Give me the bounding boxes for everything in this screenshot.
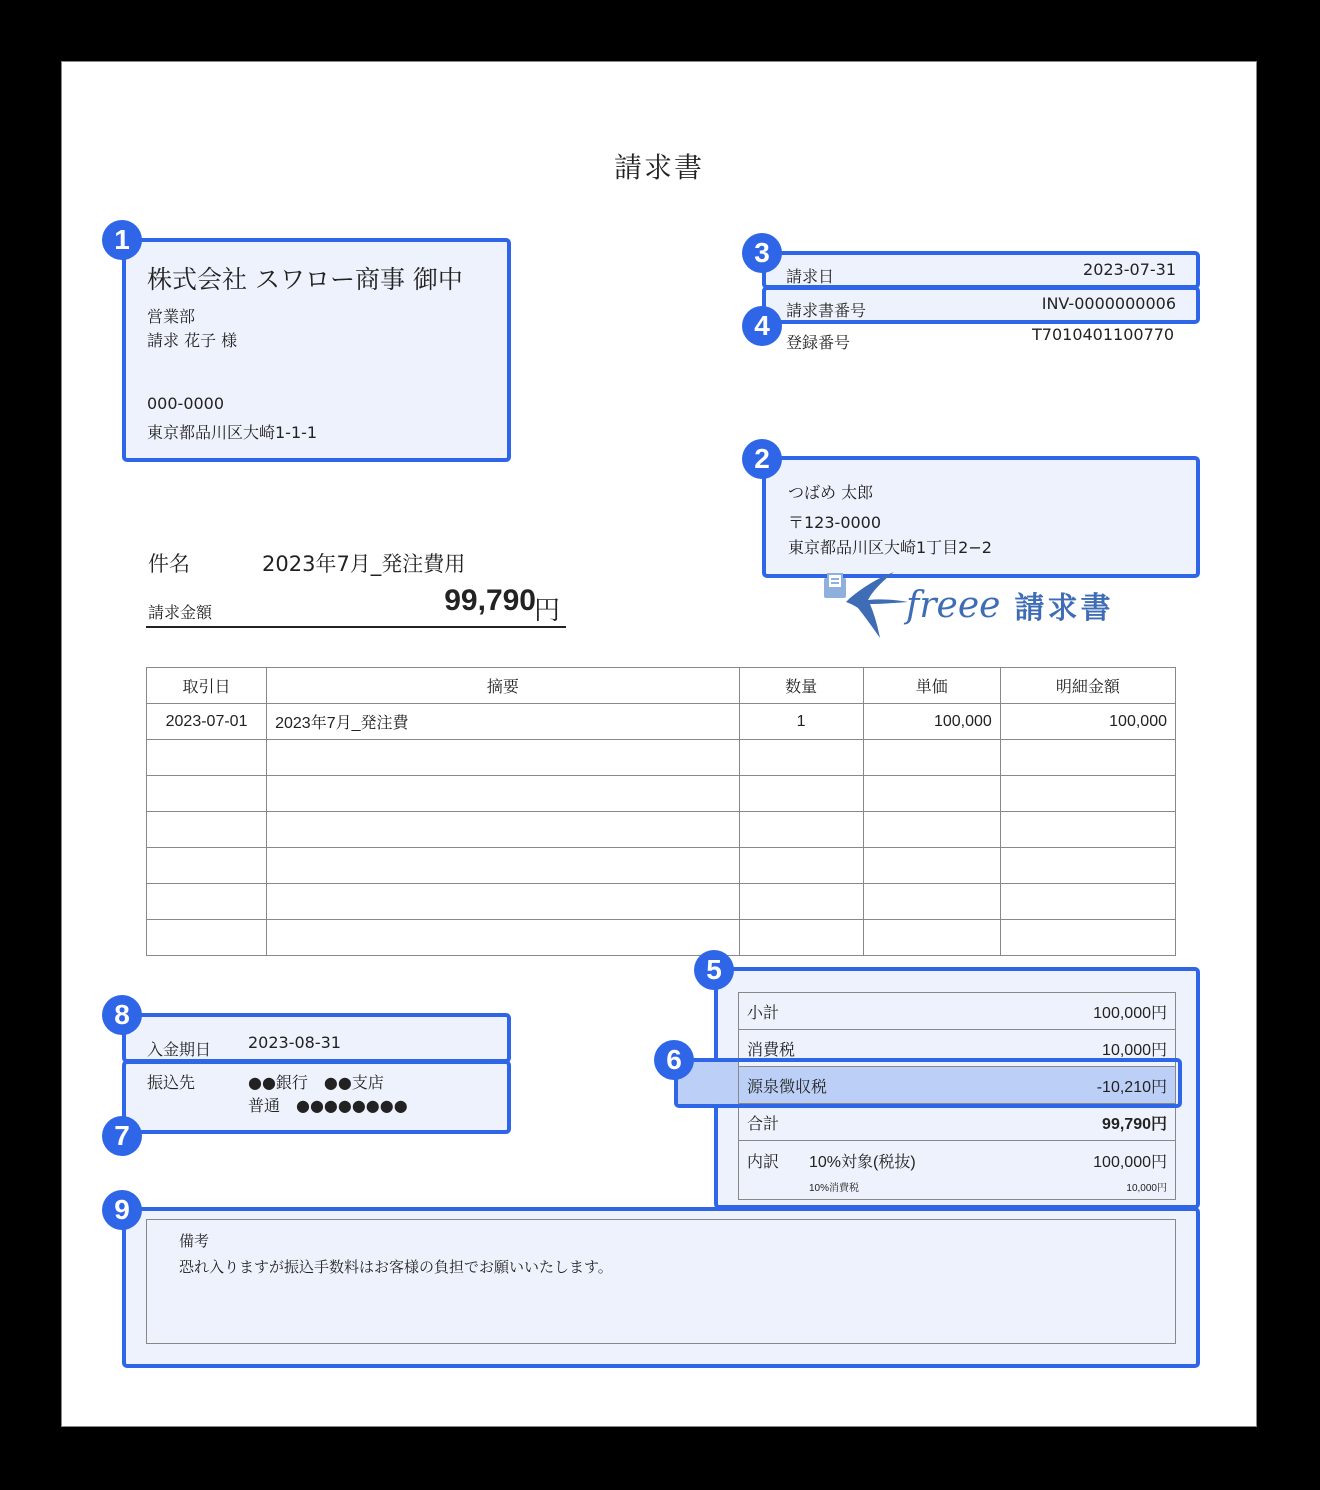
cell-unit-price — [863, 848, 1000, 884]
annotation-badge-6: 6 — [654, 1040, 694, 1080]
freee-logo — [822, 570, 1113, 640]
cell-quantity — [739, 848, 863, 884]
cell-line-amount — [1000, 884, 1175, 920]
total-label: 合計 — [747, 1115, 780, 1133]
amount-label: 請求金額 — [148, 603, 213, 622]
cell-description — [267, 740, 739, 776]
cell-description — [267, 884, 739, 920]
header-unit-price: 単価 — [863, 668, 1000, 704]
document-title: 請求書 — [613, 151, 704, 184]
cell-date — [147, 884, 267, 920]
breakdown-tax-label: 10%消費税 — [809, 1183, 860, 1194]
withholding-highlight — [674, 1058, 1182, 1108]
header-quantity: 数量 — [739, 668, 863, 704]
table-header-row — [147, 668, 1176, 704]
issuer-postal: 〒123-0000 — [788, 513, 882, 532]
subtotal-label: 小計 — [747, 1004, 780, 1022]
annotation-badge-1: 1 — [102, 220, 142, 260]
cell-date — [147, 740, 267, 776]
logo-brand: freee — [906, 584, 1001, 626]
amount-value: 99,790 — [444, 584, 536, 617]
cell-line-amount: 100,000 — [1000, 704, 1175, 740]
bank-account: 普通 ●●●●●●●● — [248, 1096, 408, 1115]
cell-unit-price — [863, 812, 1000, 848]
due-date-block — [122, 1013, 511, 1063]
line-items-table — [146, 667, 1176, 956]
invoice-number-value: INV-0000000006 — [1041, 294, 1176, 313]
recipient-company: 株式会社 スワロー商事 御中 — [147, 265, 463, 294]
invoice-date-value: 2023-07-31 — [1083, 260, 1176, 279]
table-row — [147, 776, 1176, 812]
due-date-label: 入金期日 — [147, 1040, 212, 1059]
cell-description — [267, 776, 739, 812]
invoice-date-label: 請求日 — [786, 267, 835, 286]
table-row — [147, 884, 1176, 920]
breakdown-amount: 100,000円 — [1093, 1154, 1167, 1171]
cell-unit-price — [863, 884, 1000, 920]
amount-row — [146, 582, 566, 628]
cell-date — [147, 848, 267, 884]
recipient-postal: 000-0000 — [147, 394, 225, 413]
cell-quantity — [739, 812, 863, 848]
recipient-address: 東京都品川区大崎1-1-1 — [147, 423, 318, 442]
invoice-number-label: 請求書番号 — [786, 301, 867, 320]
cell-date: 2023-07-01 — [147, 704, 267, 740]
cell-description — [267, 848, 739, 884]
bank-label: 振込先 — [147, 1073, 196, 1092]
cell-quantity — [739, 740, 863, 776]
subtotal-value: 100,000円 — [1093, 1004, 1167, 1022]
cell-date — [147, 776, 267, 812]
cell-description — [267, 920, 739, 956]
annotation-badge-4: 4 — [742, 306, 782, 346]
cell-date — [147, 920, 267, 956]
cell-quantity: 1 — [739, 704, 863, 740]
cell-unit-price: 100,000 — [863, 704, 1000, 740]
subtotal-row — [739, 993, 1175, 1030]
recipient-block — [122, 238, 511, 462]
notes-box — [146, 1219, 1176, 1344]
bank-name: ●●銀行 ●●支店 — [248, 1073, 384, 1092]
breakdown-row — [739, 1141, 1175, 1199]
cell-quantity — [739, 920, 863, 956]
issuer-block — [762, 456, 1200, 578]
total-value: 99,790円 — [1102, 1115, 1167, 1133]
invoice-page — [61, 61, 1257, 1427]
withholding-value: -10,210円 — [1096, 1078, 1167, 1096]
cell-line-amount — [1000, 920, 1175, 956]
registration-number: T7010401100770 — [1032, 325, 1175, 344]
annotation-badge-2: 2 — [742, 439, 782, 479]
bank-block — [122, 1060, 511, 1134]
notes-block — [122, 1207, 1200, 1368]
tax-label: 消費税 — [747, 1041, 796, 1059]
table-row — [147, 740, 1176, 776]
cell-unit-price — [863, 920, 1000, 956]
table-row — [147, 848, 1176, 884]
notes-label: 備考 — [179, 1232, 210, 1250]
header-line-amount: 明細金額 — [1000, 668, 1175, 704]
annotation-badge-3: 3 — [742, 233, 782, 273]
invoice-date-block — [762, 251, 1200, 289]
subject-label: 件名 — [148, 552, 190, 576]
table-row — [147, 704, 1176, 740]
cell-quantity — [739, 776, 863, 812]
cell-unit-price — [863, 776, 1000, 812]
breakdown-label: 内訳 — [747, 1154, 780, 1171]
annotation-badge-5: 5 — [694, 950, 734, 990]
subject-value: 2023年7月_発注費用 — [262, 552, 466, 576]
header-date: 取引日 — [147, 668, 267, 704]
recipient-department: 営業部 — [147, 307, 196, 326]
withholding-label: 源泉徴収税 — [747, 1078, 828, 1096]
invoice-number-block — [762, 286, 1200, 324]
cell-line-amount — [1000, 812, 1175, 848]
cell-line-amount — [1000, 740, 1175, 776]
recipient-person: 請求 花子 様 — [147, 331, 238, 350]
issuer-name: つばめ 太郎 — [788, 483, 874, 502]
cell-line-amount — [1000, 776, 1175, 812]
cell-quantity — [739, 884, 863, 920]
breakdown-tax-value: 10,000円 — [1126, 1183, 1167, 1194]
cell-unit-price — [863, 740, 1000, 776]
table-row — [147, 920, 1176, 956]
cell-date — [147, 812, 267, 848]
total-row — [739, 1104, 1175, 1141]
logo-product: 請求書 — [1014, 591, 1114, 626]
swallow-envelope-icon — [822, 570, 910, 640]
cell-line-amount — [1000, 848, 1175, 884]
annotation-badge-9: 9 — [102, 1190, 142, 1230]
header-description: 摘要 — [267, 668, 739, 704]
annotation-badge-7: 7 — [102, 1116, 142, 1156]
breakdown-target: 10%対象(税抜) — [809, 1154, 916, 1171]
due-date-value: 2023-08-31 — [248, 1033, 341, 1052]
cell-description: 2023年7月_発注費 — [267, 704, 739, 740]
notes-text: 恐れ入りますが振込手数料はお客様の負担でお願いいたします。 — [179, 1258, 613, 1276]
cell-description — [267, 812, 739, 848]
annotation-badge-8: 8 — [102, 995, 142, 1035]
tax-value: 10,000円 — [1102, 1041, 1167, 1059]
registration-label: 登録番号 — [786, 333, 851, 352]
table-row — [147, 812, 1176, 848]
amount-currency: 円 — [533, 596, 560, 626]
issuer-address: 東京都品川区大崎1丁目2−2 — [788, 538, 992, 557]
